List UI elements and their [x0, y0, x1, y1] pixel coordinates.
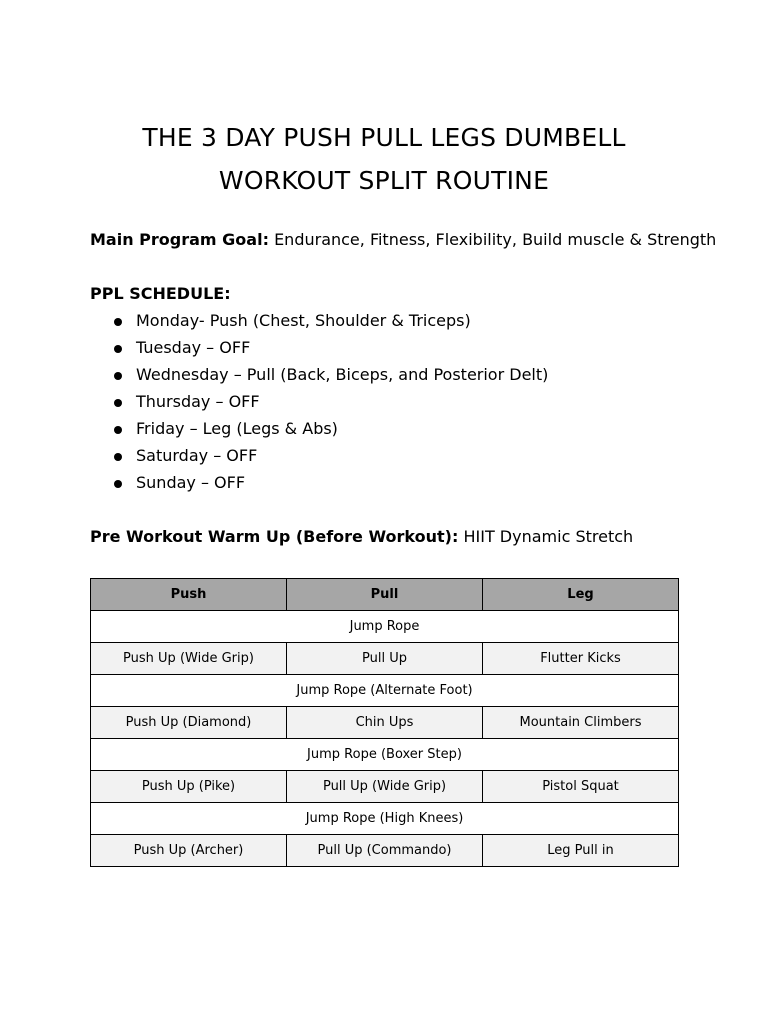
- program-goal: [90, 229, 716, 251]
- bullet-icon: [114, 318, 122, 326]
- header-pull: Pull: [287, 579, 483, 611]
- table-row: [91, 835, 679, 867]
- schedule-item: Saturday – OFF: [90, 445, 548, 472]
- pull-cell: Pull Up (Wide Grip): [287, 771, 483, 803]
- workout-table: [90, 578, 679, 867]
- schedule-item: Tuesday – OFF: [90, 337, 548, 364]
- table-row: [91, 803, 679, 835]
- table-row: [91, 611, 679, 643]
- table-header-row: [91, 579, 679, 611]
- program-goal-label: Main Program Goal:: [90, 230, 269, 249]
- warmup-label: Pre Workout Warm Up (Before Workout):: [90, 527, 459, 546]
- table-row: [91, 707, 679, 739]
- program-goal-value: Endurance, Fitness, Flexibility, Build muscle & Strength: [274, 230, 717, 249]
- title-line-2: WORKOUT SPLIT ROUTINE: [218, 166, 550, 195]
- schedule-item: Sunday – OFF: [90, 472, 548, 499]
- header-leg: Leg: [483, 579, 679, 611]
- push-cell: Push Up (Archer): [91, 835, 287, 867]
- table-row: [91, 771, 679, 803]
- leg-cell: Mountain Climbers: [483, 707, 679, 739]
- pull-cell: Chin Ups: [287, 707, 483, 739]
- leg-cell: Flutter Kicks: [483, 643, 679, 675]
- bullet-icon: [114, 480, 122, 488]
- schedule-item: Wednesday – Pull (Back, Biceps, and Posterior Delt): [90, 364, 548, 391]
- warmup-cell: Jump Rope (High Knees): [91, 803, 679, 835]
- schedule-label: PPL SCHEDULE:: [90, 284, 231, 303]
- table-row: [91, 739, 679, 771]
- title-line-1: THE 3 DAY PUSH PULL LEGS DUMBELL: [142, 123, 626, 152]
- warmup-cell: Jump Rope (Alternate Foot): [91, 675, 679, 707]
- warmup-cell: Jump Rope (Boxer Step): [91, 739, 679, 771]
- bullet-icon: [114, 453, 122, 461]
- warmup-value: HIIT Dynamic Stretch: [463, 527, 634, 546]
- table-row: [91, 675, 679, 707]
- leg-cell: Pistol Squat: [483, 771, 679, 803]
- bullet-icon: [114, 345, 122, 353]
- table-row: [91, 643, 679, 675]
- warmup: [90, 526, 633, 548]
- pull-cell: Pull Up (Commando): [287, 835, 483, 867]
- schedule-item: Friday – Leg (Legs & Abs): [90, 418, 548, 445]
- document-title: [60, 116, 708, 202]
- leg-cell: Leg Pull in: [483, 835, 679, 867]
- warmup-cell: Jump Rope: [91, 611, 679, 643]
- push-cell: Push Up (Pike): [91, 771, 287, 803]
- schedule-item: Monday- Push (Chest, Shoulder & Triceps): [90, 310, 548, 337]
- header-push: Push: [91, 579, 287, 611]
- bullet-icon: [114, 426, 122, 434]
- push-cell: Push Up (Diamond): [91, 707, 287, 739]
- schedule-item: Thursday – OFF: [90, 391, 548, 418]
- schedule-list: [90, 310, 548, 499]
- bullet-icon: [114, 399, 122, 407]
- push-cell: Push Up (Wide Grip): [91, 643, 287, 675]
- bullet-icon: [114, 372, 122, 380]
- pull-cell: Pull Up: [287, 643, 483, 675]
